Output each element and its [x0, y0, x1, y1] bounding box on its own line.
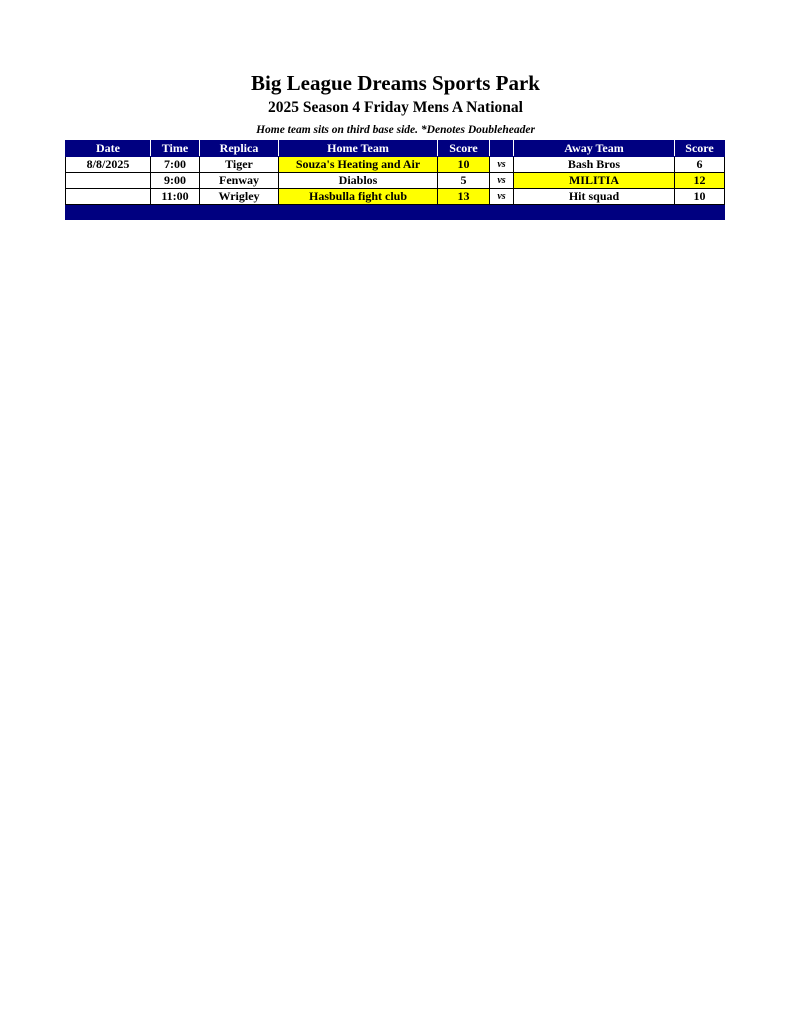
column-header-replica: Replica: [200, 141, 279, 157]
cell-away-score: 6: [675, 157, 725, 173]
footer-cell: [279, 205, 438, 220]
cell-home-team: Diablos: [279, 173, 438, 189]
page-note: Home team sits on third base side. *Denotes Doubleheader: [256, 124, 535, 136]
table-row: [66, 173, 725, 189]
table-footer-row: [66, 205, 725, 220]
cell-vs: vs: [490, 189, 514, 205]
column-header-away-team: Away Team: [514, 141, 675, 157]
cell-time: 9:00: [151, 173, 200, 189]
cell-home-team: Souza's Heating and Air: [279, 157, 438, 173]
page-title: Big League Dreams Sports Park: [251, 71, 540, 95]
table-row: [66, 157, 725, 173]
cell-time: 11:00: [151, 189, 200, 205]
cell-replica: Fenway: [200, 173, 279, 189]
table-header-row: [66, 141, 725, 157]
footer-cell: [675, 205, 725, 220]
column-header-time: Time: [151, 141, 200, 157]
cell-replica: Wrigley: [200, 189, 279, 205]
footer-cell: [200, 205, 279, 220]
column-header-vs: [490, 141, 514, 157]
cell-date: 8/8/2025: [66, 157, 151, 173]
cell-away-score: 10: [675, 189, 725, 205]
cell-vs: vs: [490, 173, 514, 189]
cell-home-score: 13: [438, 189, 490, 205]
cell-date: [66, 173, 151, 189]
footer-cell: [438, 205, 490, 220]
cell-replica: Tiger: [200, 157, 279, 173]
column-header-away-score: Score: [675, 141, 725, 157]
footer-cell: [514, 205, 675, 220]
footer-cell: [66, 205, 151, 220]
column-header-date: Date: [66, 141, 151, 157]
page-subtitle: 2025 Season 4 Friday Mens A National: [268, 99, 523, 116]
column-header-home-team: Home Team: [279, 141, 438, 157]
cell-date: [66, 189, 151, 205]
cell-time: 7:00: [151, 157, 200, 173]
cell-home-score: 5: [438, 173, 490, 189]
cell-away-score: 12: [675, 173, 725, 189]
footer-cell: [490, 205, 514, 220]
cell-away-team: Bash Bros: [514, 157, 675, 173]
cell-away-team: MILITIA: [514, 173, 675, 189]
column-header-home-score: Score: [438, 141, 490, 157]
cell-vs: vs: [490, 157, 514, 173]
cell-home-score: 10: [438, 157, 490, 173]
schedule-table: [65, 140, 725, 220]
table-row: [66, 189, 725, 205]
cell-away-team: Hit squad: [514, 189, 675, 205]
cell-home-team: Hasbulla fight club: [279, 189, 438, 205]
footer-cell: [151, 205, 200, 220]
